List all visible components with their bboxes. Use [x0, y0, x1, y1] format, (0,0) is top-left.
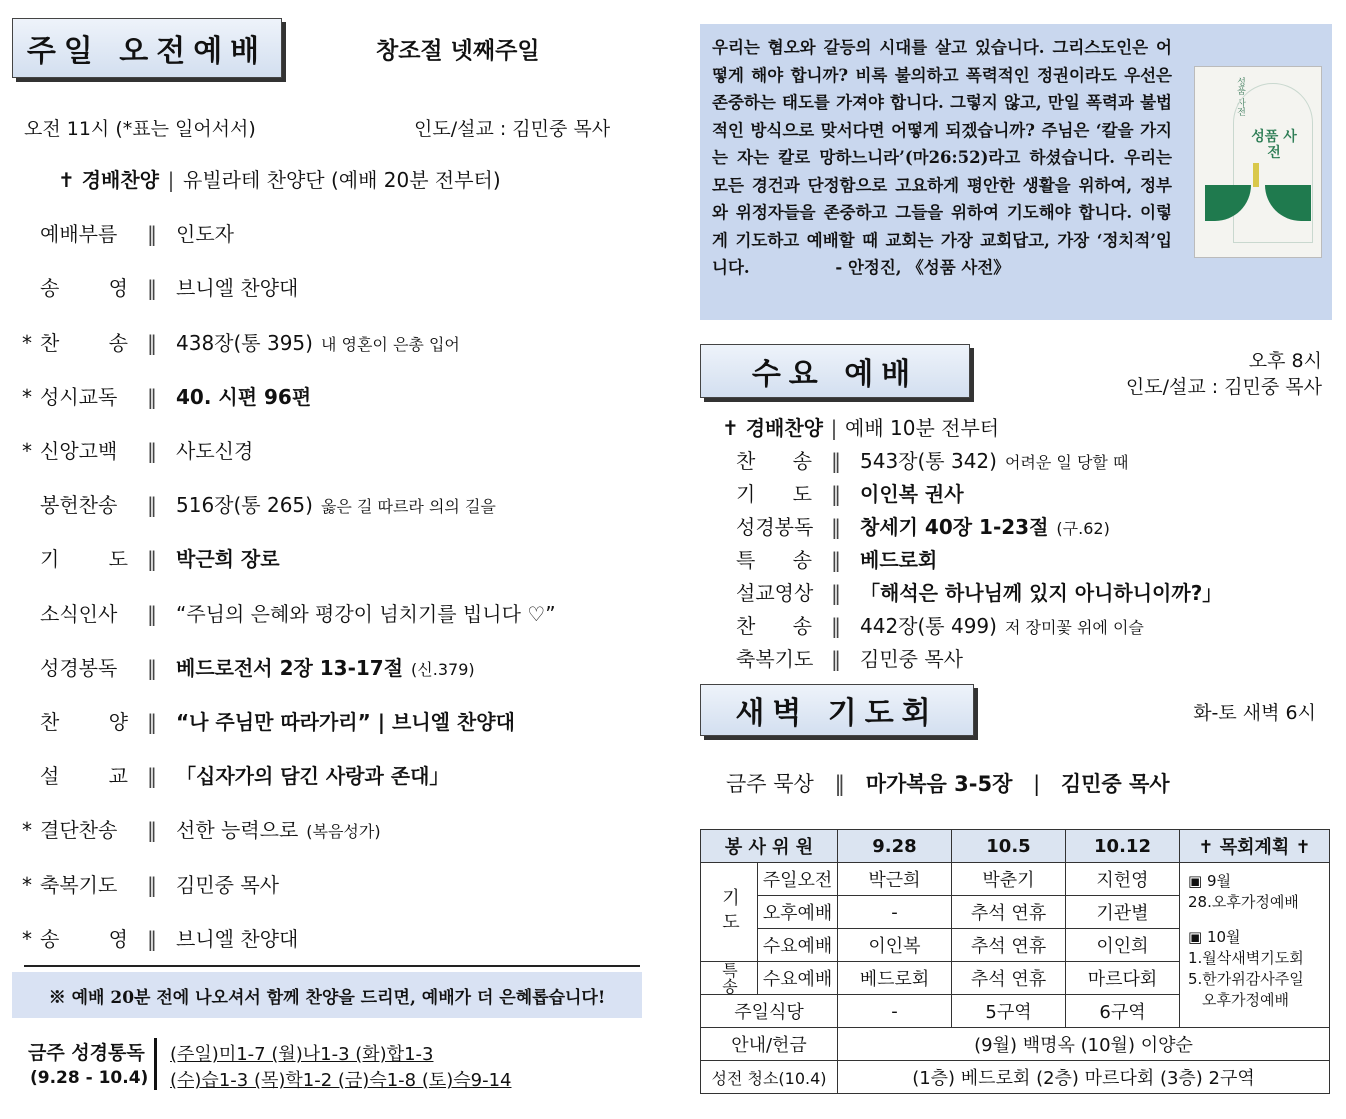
- notice-text: ※ 예배 20분 전에 나오셔서 함께 찬양을 드리면, 예배가 더 은혜롭습니다!: [48, 987, 606, 1008]
- order-label: 신앙고백: [40, 439, 118, 463]
- table-header-date-1: 9.28: [838, 830, 952, 863]
- table-cell: -: [838, 896, 952, 929]
- order-value: 「십자가의 담긴 사랑과 존대」: [176, 764, 450, 789]
- order-value: 선한 능력으로: [176, 818, 299, 843]
- table-cell: -: [838, 995, 952, 1028]
- table-cell: 마르다회: [1066, 962, 1180, 995]
- table-cell: 6구역: [1066, 995, 1180, 1028]
- usher-label: 안내/헌금: [701, 1028, 838, 1061]
- order-row: [22, 272, 306, 301]
- order-row: [22, 164, 509, 193]
- table-cell: 지헌영: [1066, 863, 1180, 896]
- order-row: [22, 381, 319, 410]
- table-cell: 박춘기: [952, 863, 1066, 896]
- sunday-time: 오전 11시 (*표는 일어서서): [24, 118, 256, 140]
- order-separator: ‖: [147, 222, 157, 247]
- notice-box: [12, 972, 642, 1018]
- wednesday-value: 「해석은 하나님께 있지 아니하니이까?」: [860, 581, 1223, 605]
- wednesday-time: 오후 8시: [1248, 350, 1322, 372]
- order-separator: ‖: [147, 601, 157, 626]
- wednesday-separator: ‖: [831, 548, 841, 572]
- wednesday-value: 김민중 목사: [860, 647, 963, 671]
- table-cell: 추석 연휴: [952, 929, 1066, 962]
- order-separator: ‖: [147, 493, 157, 518]
- order-row: [22, 652, 475, 681]
- wednesday-separator: ‖: [831, 647, 841, 671]
- plan-item: 28.오후가정예배: [1188, 893, 1299, 911]
- sunday-title: 주일 오전예배: [12, 18, 282, 78]
- wednesday-label: 찬 송: [736, 449, 812, 473]
- wednesday-value: 442장(통 499): [860, 614, 997, 638]
- order-label: 성시교독: [40, 384, 118, 409]
- dawn-sep: ‖: [834, 772, 846, 796]
- order-value: “주님의 은혜와 평강이 넘치기를 빕니다 ♡”: [176, 601, 556, 626]
- service-table: [700, 829, 1330, 1094]
- dawn-line: [726, 768, 1170, 798]
- order-star: *: [22, 818, 32, 843]
- order-label: 기 도: [40, 547, 128, 572]
- plan-item: ▣ 9월: [1188, 872, 1231, 890]
- reading-title: 금주 성경통독: [28, 1042, 145, 1064]
- wednesday-separator: ‖: [831, 614, 841, 638]
- dawn-bar: |: [1033, 772, 1041, 796]
- order-star: *: [22, 439, 32, 463]
- wednesday-row: [722, 412, 1007, 441]
- order-note: (신.379): [411, 659, 475, 679]
- order-label: 설 교: [40, 764, 128, 789]
- order-label: 축복기도: [40, 872, 118, 897]
- table-cell: 추석 연휴: [952, 962, 1066, 995]
- table-row-label: 주일오전: [758, 863, 838, 896]
- wednesday-label: 기 도: [736, 482, 812, 506]
- order-label: 결단찬송: [40, 818, 118, 843]
- table-header-date-2: 10.5: [952, 830, 1066, 863]
- order-star: *: [22, 330, 32, 355]
- order-separator: ‖: [147, 439, 157, 463]
- order-value: 유빌라테 찬양단 (예배 20분 전부터): [183, 168, 501, 192]
- table-cell: 추석 연휴: [952, 896, 1066, 929]
- order-separator: |: [167, 168, 175, 192]
- sunday-subtitle: 창조절 넷째주일: [376, 37, 540, 64]
- order-separator: ‖: [147, 872, 157, 897]
- table-header-plan: ✝ 목회계획 ✝: [1180, 830, 1330, 863]
- order-separator: ‖: [147, 818, 157, 843]
- order-row: [22, 543, 288, 572]
- order-label: 소식인사: [40, 601, 118, 626]
- order-value: 인도자: [176, 222, 234, 247]
- plan-item: ▣ 10월: [1188, 928, 1241, 946]
- quote-source: - 안정진, 《성품 사전》: [835, 258, 1010, 277]
- order-row: [22, 218, 242, 247]
- table-row-label: 오후예배: [758, 896, 838, 929]
- table-header-staff: 봉 사 위 원: [701, 830, 838, 863]
- order-label: 송 영: [40, 926, 128, 951]
- order-value: 40. 시편 96편: [176, 384, 312, 409]
- order-value: 516장(통 265): [176, 493, 313, 518]
- order-row: [22, 598, 564, 627]
- order-separator: ‖: [147, 547, 157, 572]
- table-cell: 박근희: [838, 863, 952, 896]
- wednesday-label: 축복기도: [736, 647, 814, 671]
- book-cover-image: 성품 사전 성품 사전: [1194, 66, 1322, 258]
- wednesday-row: [736, 610, 1144, 639]
- wednesday-row: [736, 478, 972, 507]
- order-row: [22, 760, 457, 789]
- wednesday-row: [736, 577, 1230, 606]
- order-note: 내 영혼이 은총 입어: [320, 334, 460, 354]
- table-cell: 베드로회: [838, 962, 952, 995]
- wednesday-label: 설교영상: [736, 581, 814, 605]
- reading-dates: (9.28 - 10.4): [30, 1068, 149, 1088]
- wednesday-value: 543장(통 342): [860, 449, 997, 473]
- wednesday-separator: ‖: [831, 515, 841, 539]
- reading-divider: [154, 1038, 157, 1090]
- wednesday-separator: |: [830, 416, 838, 440]
- table-plan: [1180, 863, 1330, 1028]
- order-separator: ‖: [147, 764, 157, 789]
- order-star: *: [22, 872, 32, 897]
- quote-text: 우리는 혐오와 갈등의 시대를 살고 있습니다. 그리스도인은 어떻게 해야 합니까? 비록 불의하고 폭력적인 정권이라도 우선은 존중하는 태도를 가져야 합니다. 그렇지 않고, 만일 폭력과 불법적인 방식으로 맞서다면 어떻게 되겠습니까? 주님은 ‘칼을 가지는 자는 칼로 망하느니라’(마26:52)라고 하셨습니다. 우리는 모든 경건과 단정함으로 고요하게 평안한 생활을 위하여, 정부와 위정자들을 존중하고 그들을 위하여 기도해야 합니다. 이렇게 기도하고 예배할 때 교회는 가장 교회답고, 가장 ‘정치적’입니다.: [712, 38, 1172, 277]
- dawn-title: 새벽 기도회: [700, 684, 974, 736]
- table-cell: 기관별: [1066, 896, 1180, 929]
- order-row: [22, 489, 496, 518]
- table-group-prayer: 기도: [701, 863, 758, 962]
- order-row: [22, 923, 306, 952]
- order-label: 송 영: [40, 276, 128, 301]
- table-header-date-3: 10.12: [1066, 830, 1180, 863]
- wednesday-separator: ‖: [831, 449, 841, 473]
- order-row: [22, 327, 460, 356]
- order-row: [22, 814, 381, 843]
- order-note: (복음성가): [306, 822, 381, 842]
- wednesday-label: ✝ 경배찬양: [722, 416, 824, 440]
- table-row-label: 수요예배: [758, 929, 838, 962]
- wednesday-row: [736, 445, 1128, 474]
- clean-value: (1층) 베드로회 (2층) 마르다회 (3층) 2구역: [838, 1061, 1330, 1094]
- order-label: 예배부름: [40, 222, 118, 247]
- plan-item: 오후가정예배: [1202, 991, 1289, 1009]
- dawn-passage: 마가복음 3-5장: [865, 772, 1013, 796]
- wednesday-separator: ‖: [831, 482, 841, 506]
- reading-line1: (주일)미1-7 (월)나1-3 (화)합1-3: [170, 1044, 434, 1065]
- order-value: 박근희 장로: [176, 547, 280, 572]
- order-label: 성경봉독: [40, 655, 118, 680]
- order-label: 봉헌찬송: [40, 493, 118, 518]
- sunday-leader: 인도/설교 : 김민중 목사: [414, 118, 611, 140]
- order-value: “나 주님만 따라가리” | 브니엘 찬양대: [176, 710, 515, 734]
- dawn-leader: 김민중 목사: [1060, 772, 1170, 796]
- wednesday-note: 어려운 일 당할 때: [1004, 453, 1129, 472]
- reading-line2: (수)습1-3 (목)학1-2 (금)슥1-8 (토)슥9-14: [170, 1070, 512, 1091]
- order-value: 브니엘 찬양대: [176, 926, 299, 951]
- table-cell: 5구역: [952, 995, 1066, 1028]
- table-row-label: 수요예배: [758, 962, 838, 995]
- order-star: *: [22, 926, 32, 951]
- table-cell: 이인희: [1066, 929, 1180, 962]
- wednesday-value: 베드로회: [860, 548, 938, 572]
- order-value: 베드로전서 2장 13-17절: [176, 655, 404, 680]
- quote-box: [700, 24, 1332, 320]
- wednesday-leader: 인도/설교 : 김민중 목사: [1125, 376, 1322, 398]
- table-row-label: 주일식당: [701, 995, 838, 1028]
- wednesday-note: (구.62): [1056, 519, 1110, 538]
- order-value: 사도신경: [176, 439, 254, 463]
- order-star: *: [22, 384, 32, 409]
- book-title: 성품 사전: [1251, 129, 1297, 161]
- wednesday-row: [736, 544, 945, 573]
- wednesday-note: 저 장미꽃 위에 이슬: [1004, 618, 1144, 637]
- wednesday-value: 예배 10분 전부터: [845, 416, 1000, 440]
- order-separator: ‖: [147, 710, 157, 734]
- dawn-label: 금주 묵상: [726, 772, 814, 796]
- order-separator: ‖: [147, 655, 157, 680]
- wednesday-label: 특 송: [736, 548, 812, 572]
- order-label: ✝ 경배찬양: [58, 168, 160, 192]
- order-row: [22, 706, 523, 735]
- plan-item: 5.한가위감사주일: [1188, 970, 1304, 988]
- table-group-special: 특송: [701, 962, 758, 995]
- usher-value: (9월) 백명옥 (10월) 이양순: [838, 1028, 1330, 1061]
- divider: [24, 965, 640, 967]
- wednesday-separator: ‖: [831, 581, 841, 605]
- wednesday-label: 성경봉독: [736, 515, 814, 539]
- wednesday-value: 이인복 권사: [860, 482, 964, 506]
- dawn-time: 화-토 새벽 6시: [1193, 702, 1316, 724]
- clean-label: 성전 청소(10.4): [701, 1061, 838, 1094]
- wednesday-title: 수요 예배: [700, 344, 970, 398]
- order-row: [22, 435, 261, 464]
- plan-item: 1.월삭새벽기도회: [1188, 949, 1304, 967]
- order-label: 찬 양: [40, 710, 128, 734]
- order-value: 브니엘 찬양대: [176, 276, 299, 301]
- order-label: 찬 송: [40, 330, 128, 355]
- order-separator: ‖: [147, 276, 157, 301]
- order-separator: ‖: [147, 384, 157, 409]
- wednesday-value: 창세기 40장 1-23절: [860, 515, 1049, 539]
- order-row: [22, 869, 287, 898]
- order-note: 옳은 길 따르라 의의 길을: [320, 497, 496, 517]
- order-value: 438장(통 395): [176, 330, 313, 355]
- order-value: 김민중 목사: [176, 872, 279, 897]
- wednesday-label: 찬 송: [736, 614, 812, 638]
- order-separator: ‖: [147, 926, 157, 951]
- wednesday-row: [736, 511, 1110, 540]
- order-separator: ‖: [147, 330, 157, 355]
- wednesday-row: [736, 643, 971, 672]
- table-cell: 이인복: [838, 929, 952, 962]
